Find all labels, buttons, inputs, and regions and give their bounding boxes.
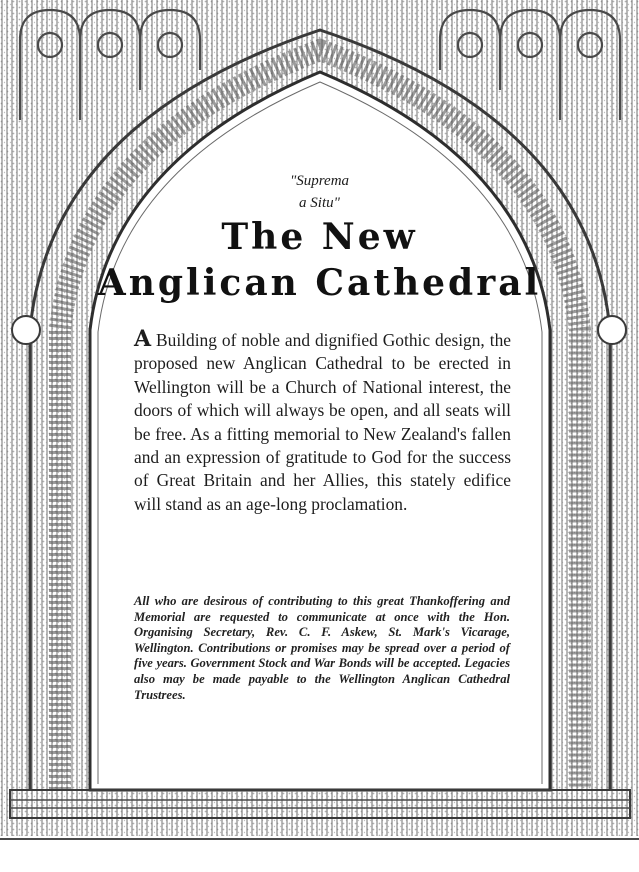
title-line-2: Anglican Cathedral [97, 262, 542, 304]
body-text: Building of noble and dignified Gothic design, the proposed new Anglican Cathedral to be erected in Wellington will be a Church of National interest, the doors of which will always be open, and all seats will be free. As a fitting memorial to New Zealand's fallen and an expression of gratitude to God for the success of Great Britain and her Allies, this stately edifice will stand as an age-long proclamation. [134, 330, 511, 514]
motto-line-2: a Situ" [299, 195, 340, 211]
motto-line-1: "Suprema [289, 173, 350, 189]
base-moulding [10, 790, 630, 818]
page-title [0, 214, 639, 306]
appeal-paragraph: All who are desirous of contributing to this great Thankoffering and Memorial are requested to communicate at once with the Hon. Organising Secretary, Rev. C. F. Askew, St. Mark's Vicarage, Wellington. Contributions or promises may be spread over a period of five years. Government Stock and War Bonds will be accepted. Legacies also may be made payable to the Wellington Anglican Cathedral Trustrees. [134, 594, 510, 702]
drop-cap: A [134, 326, 152, 352]
body-paragraph [134, 328, 511, 516]
title-line-1: The New [221, 216, 418, 258]
motto [0, 170, 639, 214]
footer-rule [0, 838, 639, 840]
